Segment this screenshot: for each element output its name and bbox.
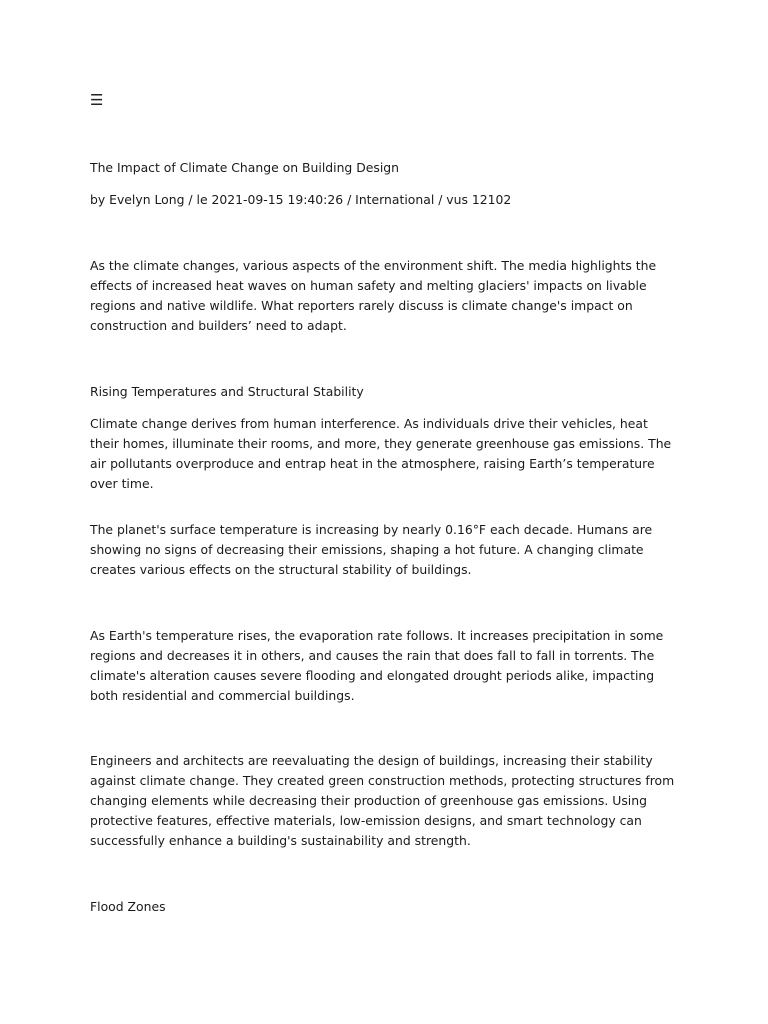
section-heading-flood-zones: Flood Zones <box>90 899 166 914</box>
menu-icon[interactable]: ☰ <box>90 91 104 109</box>
article-paragraph: Engineers and architects are reevaluating the design of buildings, increasing their stability against climate change. They created green construction methods, protecting structures from changing elements while decreasing their production of greenhouse gas emissions. Using protective features, effective materials, low-emission designs, and smart technology can successfully enhance a building's sustainability and strength. <box>90 753 675 848</box>
article-title: The Impact of Climate Change on Building Design <box>90 160 400 175</box>
article-paragraph: Climate change derives from human interference. As individuals drive their vehicles, heat their homes, illuminate their rooms, and more, they generate greenhouse gas emissions. The air pollutants overproduce and entrap heat in the atmosphere, raising Earth’s temperature over time. <box>90 416 672 491</box>
article-byline: by Evelyn Long / le 2021-09-15 19:40:26 / International / vus 12102 <box>90 192 512 207</box>
article-paragraph: As Earth's temperature rises, the evaporation rate follows. It increases precipitation in some regions and decreases it in others, and causes the rain that does fall to fall in torrents. The climate's alteration causes severe flooding and elongated drought periods alike, impacting both residential and commercial buildings. <box>90 628 664 703</box>
section-heading-rising-temperatures: Rising Temperatures and Structural Stability <box>90 384 364 399</box>
article-paragraph: As the climate changes, various aspects of the environment shift. The media highlights the effects of increased heat waves on human safety and melting glaciers' impacts on livable regions and native wildlife. What reporters rarely discuss is climate change's impact on construction and builders’ need to adapt. <box>90 258 657 333</box>
article-paragraph: The planet's surface temperature is increasing by nearly 0.16°F each decade. Humans are showing no signs of decreasing their emissions, shaping a hot future. A changing climate creates various effects on the structural stability of buildings. <box>90 522 653 577</box>
